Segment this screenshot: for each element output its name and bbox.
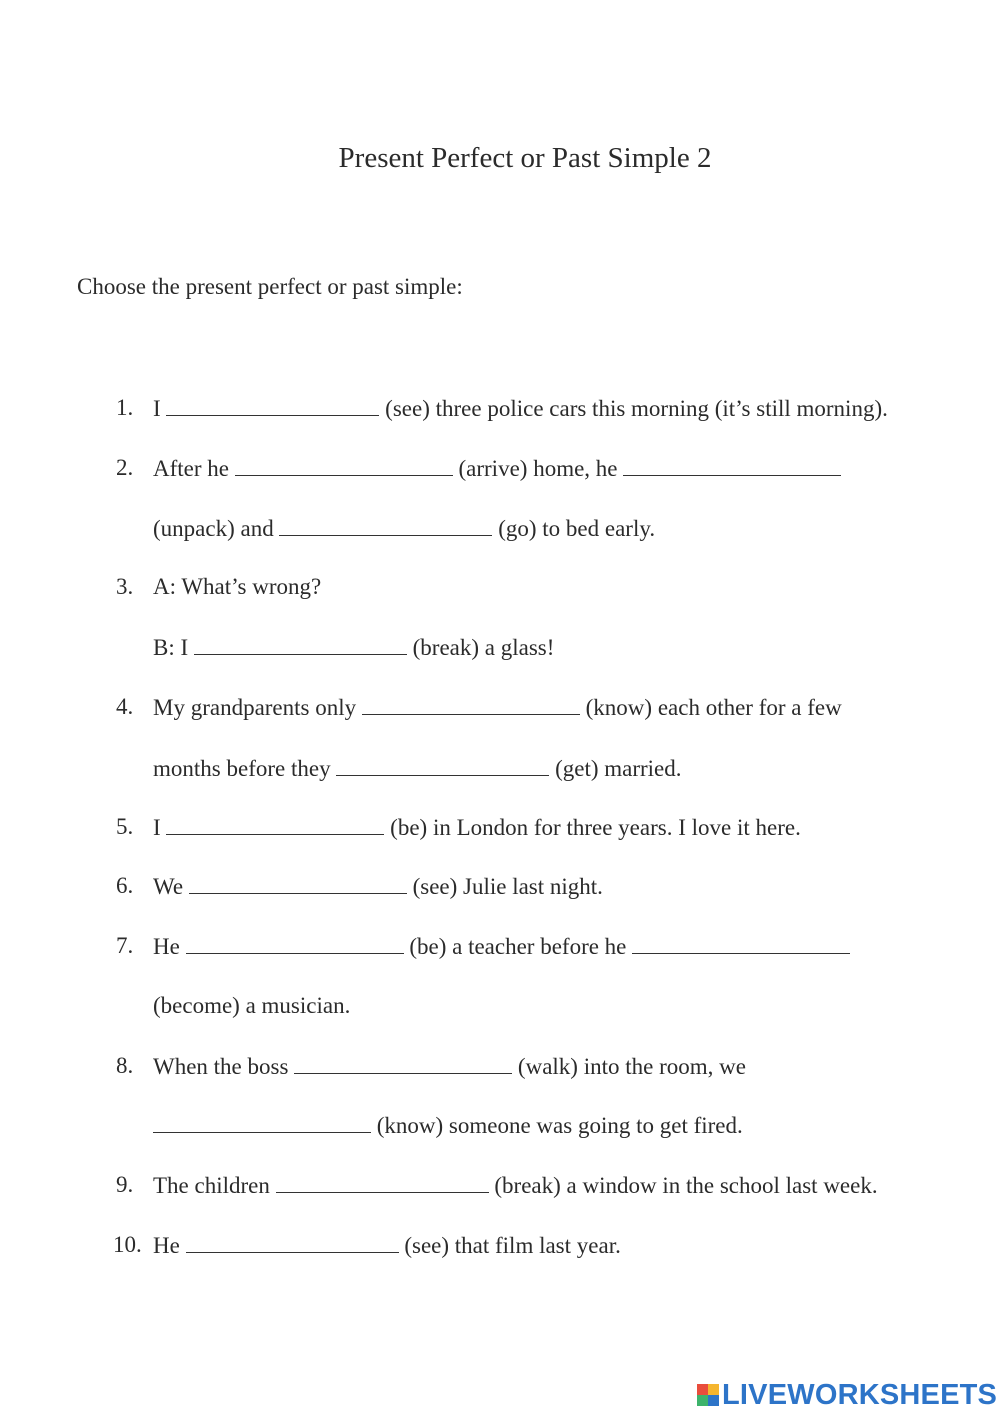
answer-blank-8a[interactable] xyxy=(294,1053,512,1074)
liveworksheets-logo xyxy=(697,1378,997,1412)
answer-blank-4a[interactable] xyxy=(362,694,580,715)
answer-blank-3[interactable] xyxy=(194,634,407,655)
answer-blank-2c[interactable] xyxy=(279,515,492,536)
answer-blank-2a[interactable] xyxy=(235,455,453,476)
answer-blank-1[interactable] xyxy=(166,395,379,416)
instructions: Choose the present perfect or past simple: xyxy=(77,274,463,299)
logo-mark-icon xyxy=(697,1384,719,1406)
answer-blank-6[interactable] xyxy=(189,873,407,894)
answer-blank-10[interactable] xyxy=(186,1232,399,1253)
answer-blank-8b[interactable] xyxy=(153,1112,371,1133)
answer-blank-2b[interactable] xyxy=(623,455,841,476)
answer-blank-9[interactable] xyxy=(276,1172,489,1193)
answer-blank-7b[interactable] xyxy=(632,933,850,954)
logo-text: LIVEWORKSHEETS xyxy=(722,1378,998,1411)
answer-blank-5[interactable] xyxy=(166,814,384,835)
answer-blank-7a[interactable] xyxy=(186,933,404,954)
page-title: Present Perfect or Past Simple 2 xyxy=(338,142,712,174)
answer-blank-4b[interactable] xyxy=(336,755,549,776)
